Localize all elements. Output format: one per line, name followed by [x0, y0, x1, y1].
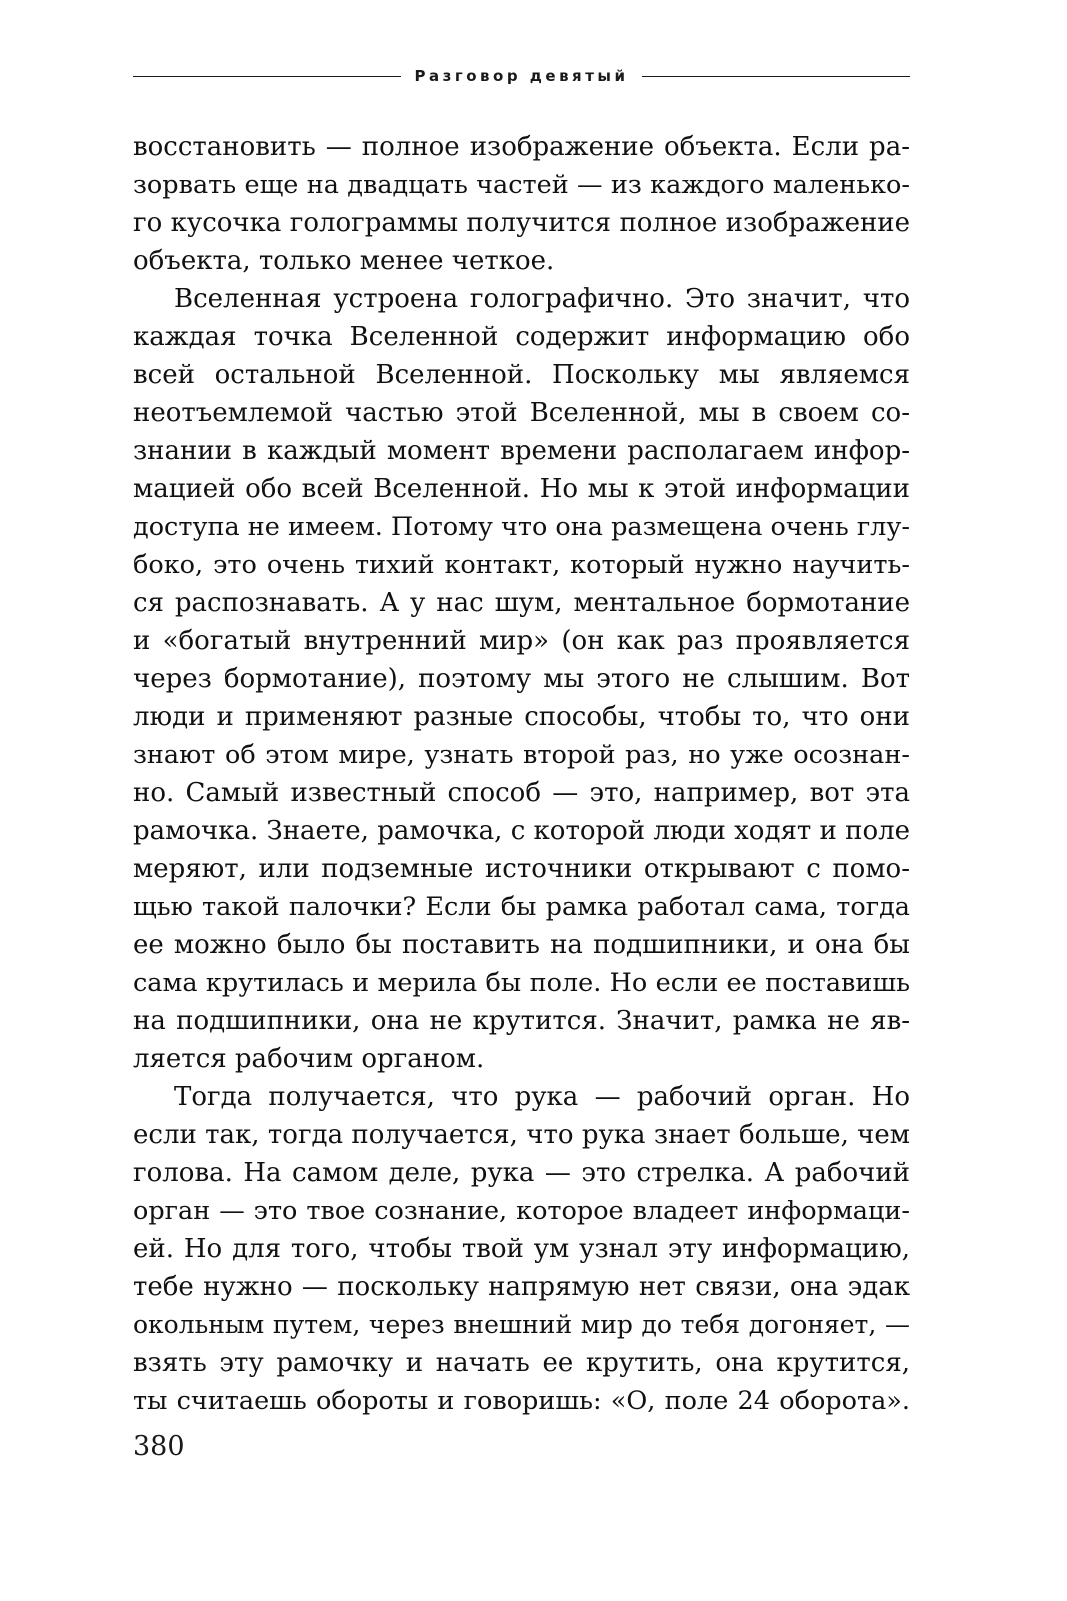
- running-head: [133, 64, 910, 88]
- text-line: если так, тогда получается, что рука знает больше, чем: [133, 1120, 910, 1150]
- text-line: боко, это очень тихий контакт, который нужно научить-: [133, 550, 910, 580]
- text-line: каждая точка Вселенной содержит информацию обо: [133, 322, 910, 352]
- text-line: окольным путем, через внешний мир до тебя догоняет, —: [133, 1310, 910, 1339]
- text-line: мацией обо всей Вселенной. Но мы к этой информации: [133, 474, 910, 504]
- text-line: го кусочка голограммы получится полное изображение: [133, 208, 910, 238]
- text-line: Вселенная устроена голографично. Это значит, что: [174, 284, 910, 314]
- text-line: ей. Но для того, чтобы твой ум узнал эту информацию,: [133, 1234, 910, 1264]
- text-line: сама крутилась и мерила бы поле. Но если ее поставишь: [133, 968, 910, 998]
- text-line: через бормотание), поэтому мы этого не слышим. Вот: [133, 664, 910, 694]
- text-line: щью такой палочки? Если бы рамка работал сама, тогда: [133, 892, 910, 922]
- text-line: меряют, или подземные источники открывают с помо-: [133, 854, 910, 884]
- text-line: голова. На самом деле, рука — это стрелка. А рабочий: [133, 1158, 910, 1188]
- body-text: [133, 128, 910, 1420]
- text-line: знании в каждый момент времени располагаем инфор-: [133, 436, 910, 466]
- text-line: зорвать еще на двадцать частей — из каждого маленько-: [133, 170, 910, 200]
- text-line: восстановить — полное изображение объекта. Если ра-: [133, 132, 910, 162]
- text-line: ся распознавать. А у нас шум, ментальное бормотание: [133, 588, 910, 618]
- text-line: знают об этом мире, узнать второй раз, но уже осознан-: [133, 740, 910, 770]
- text-line: но. Самый известный способ — это, например, вот эта: [133, 778, 910, 808]
- text-line: люди и применяют разные способы, чтобы то, что они: [133, 702, 910, 732]
- text-line: и «богатый внутренний мир» (он как раз проявляется: [133, 626, 910, 656]
- text-line: тебе нужно — поскольку напрямую нет связи, она эдак: [133, 1272, 910, 1302]
- text-line: орган — это твое сознание, которое владеет информаци-: [133, 1196, 910, 1226]
- text-line: ты считаешь обороты и говоришь: «О, поле 24 оборота».: [133, 1386, 910, 1416]
- text-line: рамочка. Знаете, рамочка, с которой люди ходят и поле: [133, 816, 910, 846]
- text-line: объекта, только менее четкое.: [133, 246, 555, 276]
- running-head-rule-right: [642, 76, 910, 77]
- text-line: на подшипники, она не крутится. Значит, рамка не яв-: [133, 1006, 910, 1036]
- text-line: всей остальной Вселенной. Поскольку мы являемся: [133, 360, 910, 390]
- page-number: 380: [133, 1431, 185, 1462]
- text-line: Тогда получается, что рука — рабочий орган. Но: [174, 1082, 910, 1112]
- text-line: неотъемлемой частью этой Вселенной, мы в своем со-: [133, 398, 910, 428]
- text-line: ее можно было бы поставить на подшипники, и она бы: [133, 930, 910, 960]
- text-line: ляется рабочим органом.: [133, 1044, 485, 1074]
- running-head-rule-left: [133, 76, 401, 77]
- text-line: взять эту рамочку и начать ее крутить, она крутится,: [133, 1348, 910, 1378]
- text-line: доступа не имеем. Потому что она размещена очень глу-: [133, 512, 910, 542]
- chapter-title: Разговор девятый: [414, 67, 629, 85]
